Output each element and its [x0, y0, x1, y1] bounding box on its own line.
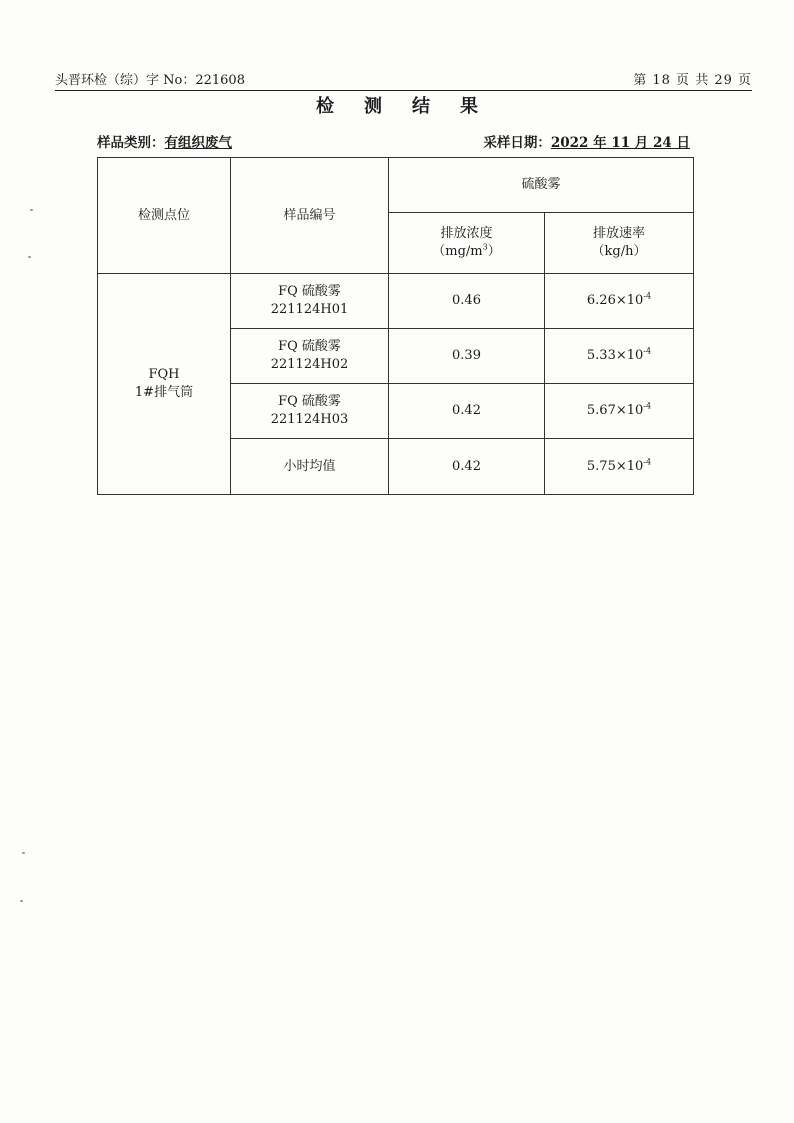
header-rate — [545, 213, 694, 274]
scan-speck — [22, 852, 25, 854]
report-number: 头晋环检（综）字 No：221608 — [55, 73, 245, 88]
rate-cell: $5.67\times 10^{-4}$ — [545, 384, 694, 439]
concentration-cell: 0.46 — [389, 274, 545, 329]
sample-id-cell: FQ 硫酸雾 221124H01 — [231, 274, 389, 329]
table-header-row — [98, 158, 694, 213]
header-pollutant: 硫酸雾 — [389, 158, 694, 213]
average-label: 小时均值 — [231, 439, 389, 495]
sample-date-label: 采样日期： — [483, 135, 551, 151]
rate-cell: $6.26\times 10^{-4}$ — [545, 274, 694, 329]
point-name: 1#排气筒 — [134, 385, 194, 400]
header-sample-id: 样品编号 — [231, 158, 389, 274]
sample-type-label: 样品类别： — [97, 135, 165, 151]
scan-speck — [28, 256, 31, 258]
monitoring-point — [98, 274, 231, 495]
concentration-cell: 0.42 — [389, 384, 545, 439]
sample-id-cell: FQ 硫酸雾 221124H02 — [231, 329, 389, 384]
page-header — [55, 70, 752, 91]
concentration-cell: 0.39 — [389, 329, 545, 384]
average-concentration: 0.42 — [389, 439, 545, 495]
header-rate-unit: （kg/h） — [591, 244, 647, 259]
table-row — [98, 274, 694, 329]
header-rate-name: 排放速率 — [593, 226, 646, 241]
header-concentration — [389, 213, 545, 274]
scan-speck — [30, 209, 33, 211]
page-info: 第 18 页 共 29 页 — [633, 73, 752, 88]
average-rate: $5.75\times 10^{-4}$ — [545, 439, 694, 495]
sample-type-value: 有组织废气 — [164, 135, 232, 151]
header-point: 检测点位 — [98, 158, 231, 274]
header-concentration-unit: $(mg/m^3)$ — [432, 242, 501, 259]
rate-cell: $5.33\times 10^{-4}$ — [545, 329, 694, 384]
results-table — [97, 157, 694, 495]
point-code: FQH — [148, 367, 180, 382]
sample-date — [483, 131, 690, 151]
header-concentration-name: 排放浓度 — [440, 226, 493, 241]
scan-speck — [20, 900, 23, 902]
sample-type — [97, 131, 232, 151]
page-title: 检测结果 — [316, 96, 508, 117]
sample-date-value: 2022 年 11 月 24 日 — [550, 135, 690, 151]
sample-id-cell: FQ 硫酸雾 221124H03 — [231, 384, 389, 439]
